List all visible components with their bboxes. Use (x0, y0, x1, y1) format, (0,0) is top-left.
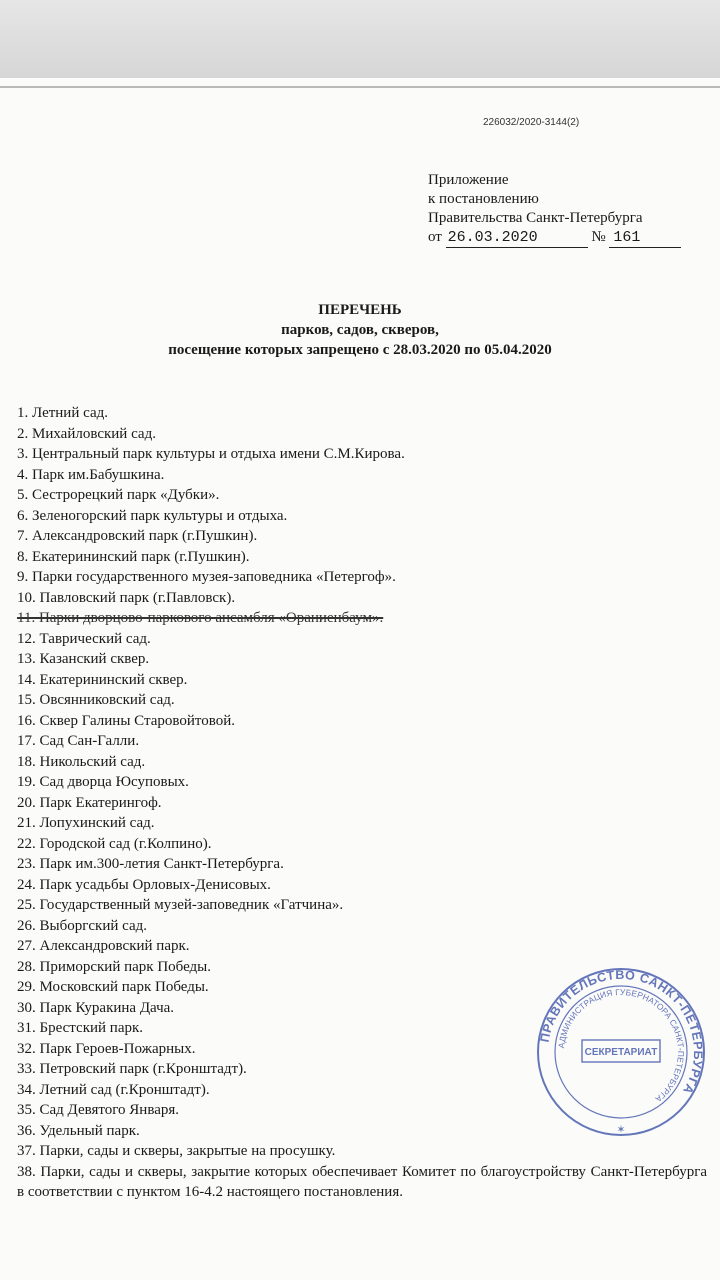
list-item: 7. Александровский парк (г.Пушкин). (17, 528, 258, 544)
document-title: ПЕРЕЧЕНЬ (318, 302, 402, 318)
list-item: 6. Зеленогорский парк культуры и отдыха. (17, 507, 288, 524)
list-item: 31. Брестский парк. (17, 1020, 144, 1036)
appendix-date-row (428, 228, 681, 248)
list-item: 33. Петровский парк (г.Кронштадт). (17, 1061, 247, 1077)
appendix-line-1: Приложение (428, 172, 509, 188)
list-item: 35. Сад Девятого Января. (17, 1102, 180, 1118)
list-item: 36. Удельный парк. (17, 1122, 140, 1139)
list-item: 25. Государственный музей-заповедник «Гатчина». (17, 897, 344, 913)
list-item: 13. Казанский сквер. (17, 651, 150, 667)
list-item: 10. Павловский парк (г.Павловск). (17, 589, 236, 606)
appendix-line-2: к постановлению (428, 191, 539, 207)
list-item: 37. Парки, сады и скверы, закрытые на просушку. (17, 1143, 336, 1159)
list-item: 38. Парки, сады и скверы, закрытие которых обеспечивает Комитет по благоустройству Санкт-Петербурга в соответствии с пунктом 16-4.2 настоящего постановления. (17, 1163, 707, 1200)
list-item: 4. Парк им.Бабушкина. (17, 466, 165, 483)
list-item: 14. Екатерининский сквер. (17, 671, 188, 688)
stamp-inner-text: АДМИНИСТРАЦИЯ ГУБЕРНАТОРА САНКТ-ПЕТЕРБУРГА (556, 986, 687, 1105)
list-item: 29. Московский парк Победы. (17, 979, 209, 995)
list-item-struck: 11. Парки дворцово-паркового ансамбля «Ораниенбаум». (17, 610, 384, 626)
background-surface (0, 0, 720, 80)
document-subtitle: парков, садов, скверов, (281, 322, 439, 338)
list-item: 8. Екатерининский парк (г.Пушкин). (17, 548, 250, 565)
list-item: 3. Центральный парк культуры и отдыха имени С.М.Кирова. (17, 446, 405, 462)
paper-fold-line (0, 86, 720, 88)
document-id: 226032/2020-3144(2) (483, 117, 580, 128)
list-item: 1. Летний сад. (17, 405, 108, 421)
list-item: 24. Парк усадьбы Орловых-Денисовых. (17, 876, 271, 893)
list-item: 27. Александровский парк. (17, 938, 190, 954)
list-item: 30. Парк Куракина Дача. (17, 999, 175, 1016)
list-item: 26. Выборгский сад. (17, 917, 147, 934)
document-subtitle-2: посещение которых запрещено с 28.03.2020 по 05.04.2020 (168, 342, 552, 358)
appendix-block (428, 171, 681, 248)
date-prefix: от (428, 229, 442, 245)
list-item: 2. Михайловский сад. (17, 425, 156, 442)
list-item: 5. Сестрорецкий парк «Дубки». (17, 487, 220, 503)
number-prefix: № (591, 229, 606, 245)
document-heading (0, 300, 720, 360)
stamp-star-icon: ✶ (616, 1123, 626, 1136)
list-item: 17. Сад Сан-Галли. (17, 733, 140, 749)
list-item: 20. Парк Екатерингоф. (17, 794, 162, 811)
list-item: 12. Таврический сад. (17, 630, 151, 647)
stamp-center-text: СЕКРЕТАРИАТ (584, 1047, 658, 1058)
appendix-line-3: Правительства Санкт-Петербурга (428, 210, 643, 226)
list-item: 15. Овсянниковский сад. (17, 692, 175, 708)
list-item: 19. Сад дворца Юсуповых. (17, 774, 189, 790)
resolution-number: 161 (609, 228, 681, 248)
list-item: 34. Летний сад (г.Кронштадт). (17, 1081, 210, 1098)
resolution-date: 26.03.2020 (446, 228, 588, 248)
official-stamp (532, 968, 710, 1136)
list-item: 23. Парк им.300-летия Санкт-Петербурга. (17, 856, 284, 872)
list-item: 32. Парк Героев-Пожарных. (17, 1040, 196, 1057)
list-item: 16. Сквер Галины Старовойтовой. (17, 712, 235, 729)
list-item: 28. Приморский парк Победы. (17, 958, 212, 975)
stamp-outer-text: ПРАВИТЕЛЬСТВО САНКТ-ПЕТЕРБУРГА (537, 968, 706, 1097)
list-item: 18. Никольский сад. (17, 753, 146, 770)
list-item: 21. Лопухинский сад. (17, 815, 155, 831)
list-item: 22. Городской сад (г.Колпино). (17, 835, 212, 852)
list-item: 9. Парки государственного музея-заповедника «Петергоф». (17, 569, 396, 585)
